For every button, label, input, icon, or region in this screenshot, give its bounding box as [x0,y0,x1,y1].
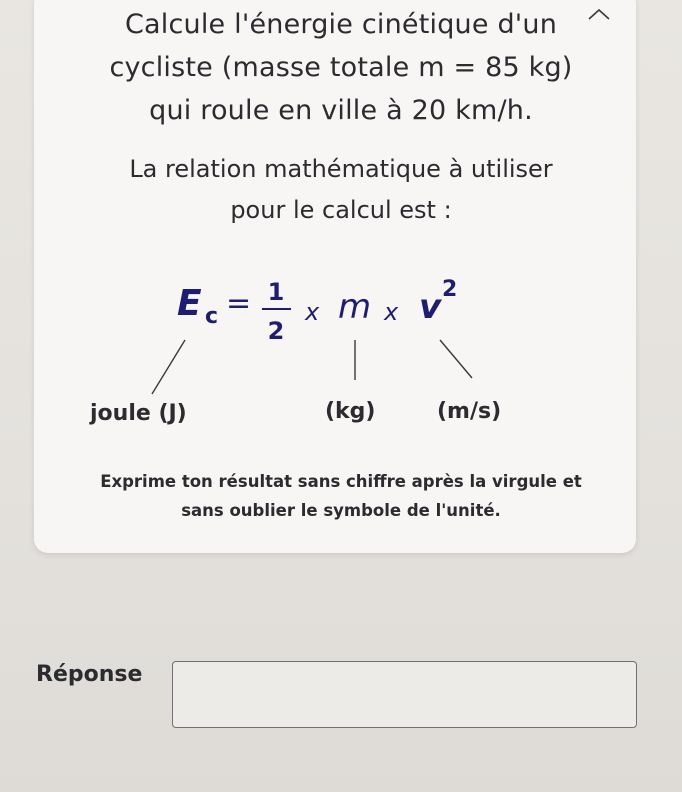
speed-connector-line [440,340,472,378]
formula-energy-subscript: c [205,304,219,329]
formula-speed-symbol: v [419,287,442,327]
instruction-line-1: Exprime ton résultat sans chiffre après la virgule et [100,472,582,491]
unit-mass: (kg) [325,399,376,424]
formula-mass-symbol: m [338,287,372,327]
unit-energy: joule (J) [90,401,187,426]
formula-times-2: x [384,298,399,326]
question-line-3: qui roule en ville à 20 km/h. [149,95,533,126]
statement-line-1: La relation mathématique à utiliser [129,155,553,183]
formula-times-1: x [305,298,320,326]
statement-line-2: pour le calcul est : [230,196,452,224]
energy-connector-line [152,340,185,394]
answer-label: Réponse [36,662,143,687]
formula-fraction-numerator: 1 [267,278,285,306]
question-line-2: cycliste (masse totale m = 85 kg) [109,52,573,83]
answer-input[interactable] [172,661,637,728]
formula-speed-exponent: 2 [442,277,458,302]
instruction-line-2: sans oublier le symbole de l'unité. [181,501,501,520]
formula-equals: = [226,286,252,321]
unit-speed: (m/s) [437,399,502,424]
question-line-1: Calcule l'énergie cinétique d'un [124,9,558,40]
formula-energy-symbol: E [177,283,202,324]
formula-fraction-denominator: 2 [267,317,285,345]
